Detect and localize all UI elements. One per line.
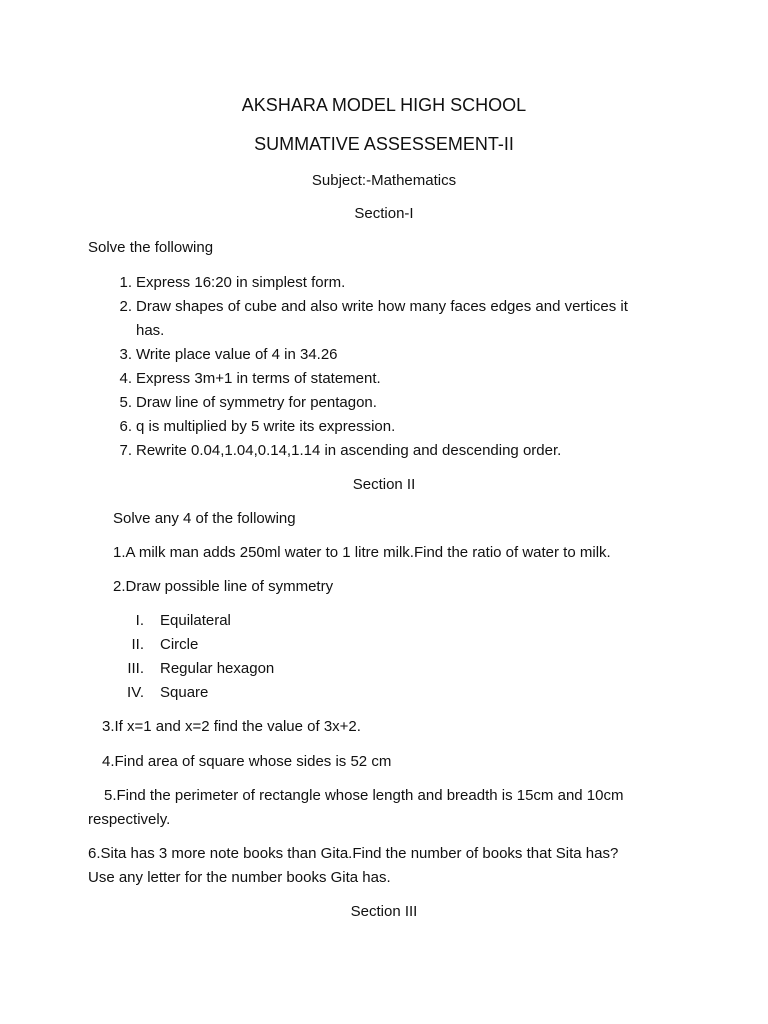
exam-title: SUMMATIVE ASSESSEMENT-II <box>254 134 514 154</box>
item-text: q is multiplied by 5 write its expression. <box>136 418 396 435</box>
question-1: 1.A milk man adds 250ml water to 1 litre milk.Find the ratio of water to milk. <box>113 544 611 561</box>
sub-item-text: Square <box>160 684 209 701</box>
item-text-continued: has. <box>136 322 165 339</box>
list-item <box>108 274 345 291</box>
question-6-line-2: Use any letter for the number books Gita has. <box>88 869 391 886</box>
list-item-continuation <box>108 322 164 339</box>
list-item <box>108 394 377 411</box>
question-3: 3.If x=1 and x=2 find the value of 3x+2. <box>102 718 361 735</box>
list-item <box>108 370 381 387</box>
question-5-line-2: respectively. <box>88 811 171 828</box>
section-2-instruction: Solve any 4 of the following <box>113 510 296 527</box>
subject-line: Subject:-Mathematics <box>311 172 457 189</box>
roman-number: I. <box>135 612 144 629</box>
item-text: Draw shapes of cube and also write how many faces edges and vertices it <box>136 298 628 315</box>
item-number: 7. <box>119 442 132 459</box>
question-2: 2.Draw possible line of symmetry <box>113 578 334 595</box>
item-number: 6. <box>119 418 132 435</box>
sub-item-text: Circle <box>160 636 199 653</box>
item-text: Write place value of 4 in 34.26 <box>136 346 338 363</box>
item-number: 2. <box>119 298 132 315</box>
section-2-title: Section II <box>352 476 416 493</box>
list-item <box>108 418 395 435</box>
sub-list-item <box>104 684 208 701</box>
item-number: 4. <box>119 370 132 387</box>
section-1-title: Section-I <box>354 205 414 222</box>
item-number: 3. <box>119 346 132 363</box>
sub-list-item <box>104 612 231 629</box>
roman-number: III. <box>127 660 144 677</box>
sub-item-text: Equilateral <box>160 612 231 629</box>
question-4: 4.Find area of square whose sides is 52 cm <box>102 753 392 770</box>
question-6-line-1: 6.Sita has 3 more note books than Gita.Find the number of books that Sita has? <box>88 845 619 862</box>
item-number: 1. <box>119 274 132 291</box>
roman-number: IV. <box>127 684 144 701</box>
sub-list-item <box>104 636 198 653</box>
roman-number: II. <box>131 636 144 653</box>
sub-list-item <box>104 660 274 677</box>
list-item <box>108 298 628 315</box>
section-1-instruction: Solve the following <box>88 239 214 256</box>
list-item <box>108 442 561 459</box>
item-text: Express 3m+1 in terms of statement. <box>136 370 381 387</box>
list-item <box>108 346 338 363</box>
item-text: Draw line of symmetry for pentagon. <box>136 394 377 411</box>
item-text: Rewrite 0.04,1.04,0.14,1.14 in ascending and descending order. <box>136 442 562 459</box>
question-5-line-1: 5.Find the perimeter of rectangle whose length and breadth is 15cm and 10cm <box>104 787 624 804</box>
section-3-title: Section III <box>350 903 418 920</box>
sub-item-text: Regular hexagon <box>160 660 275 677</box>
school-name: AKSHARA MODEL HIGH SCHOOL <box>241 95 527 115</box>
item-number: 5. <box>119 394 132 411</box>
item-text: Express 16:20 in simplest form. <box>136 274 346 291</box>
